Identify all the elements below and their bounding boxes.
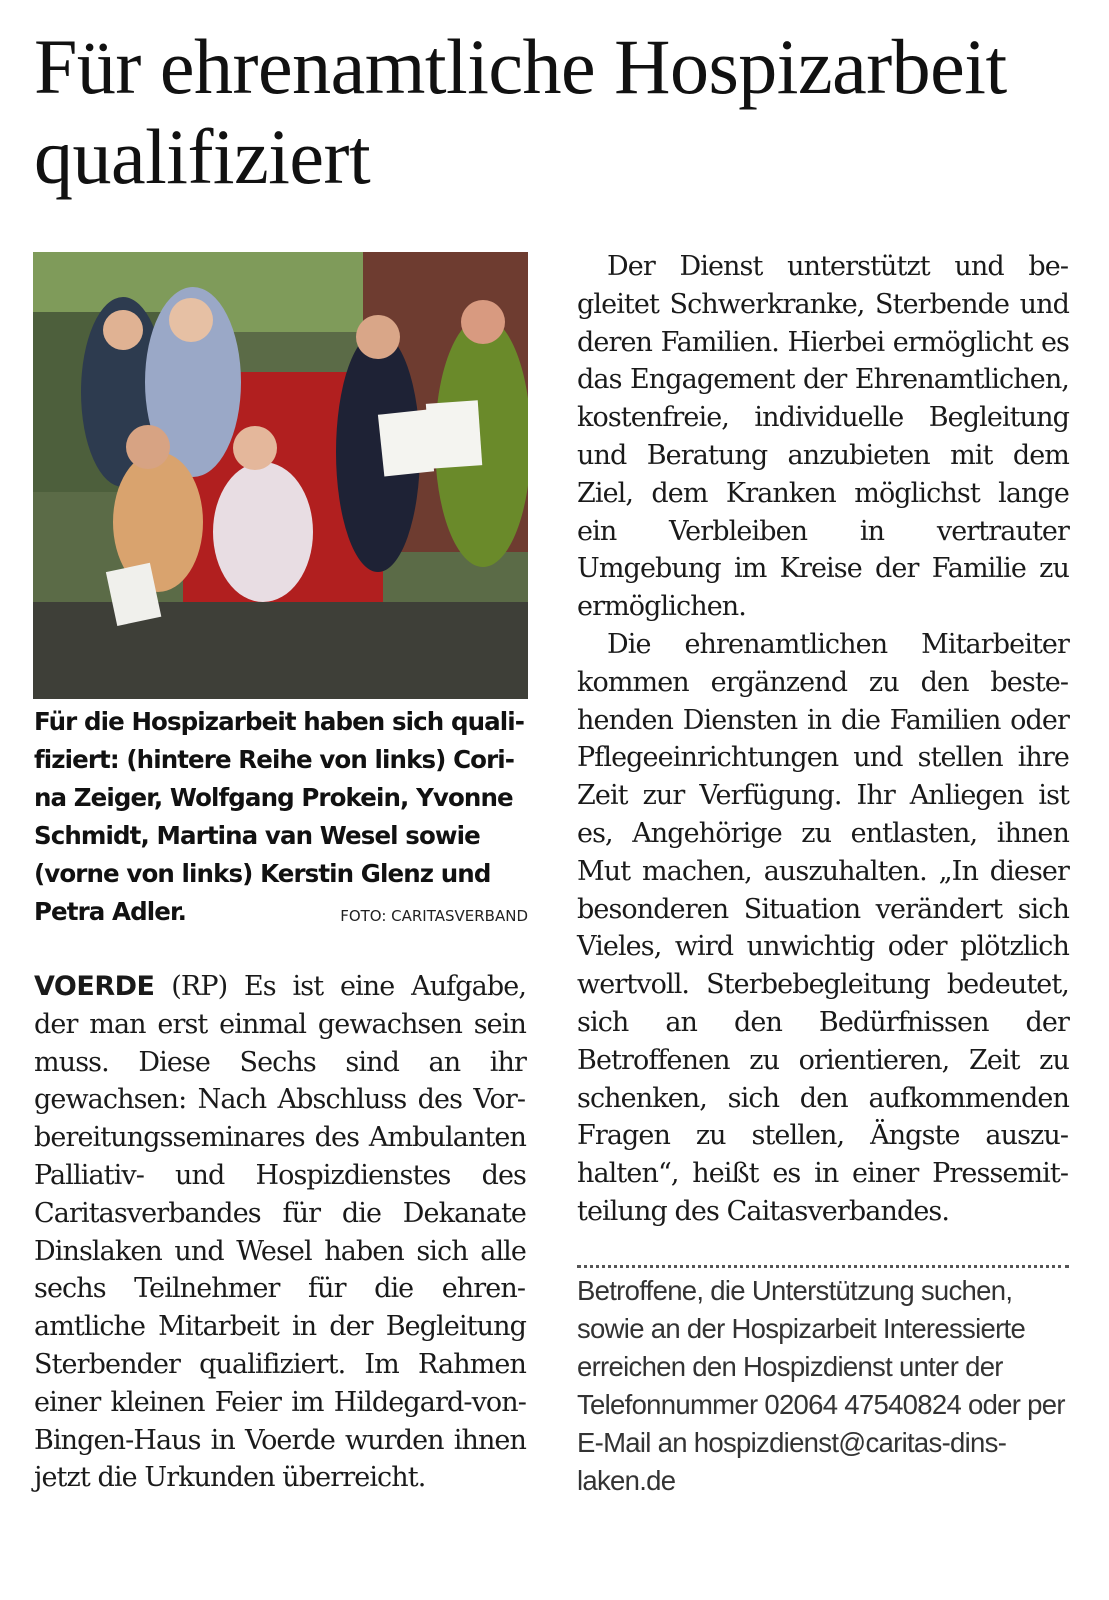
group-photo-illustration <box>33 252 528 699</box>
lead-paragraph <box>34 968 526 1497</box>
article-column-left <box>34 968 526 1497</box>
lead-text: Es ist eine Aufgabe, der man erst einmal gewachsen sein muss. Diese Sechs sind an ihr gewachsen: Nach Abschluss des Vorbereitungsseminares des Ambulanten Palliativ- und Hospizdienstes des Caritasverbandes für die Dekanate Dinslaken und Wesel haben sich alle sechs Teilnehmer für die ehrenamtliche Mitarbeit in der Begleitung Sterbender qualifiziert. Im Rahmen einer kleinen Feier im Hildegard-von-Bingen-Haus in Voerde wurden ihnen jetzt die Urkunden überreicht. <box>34 971 527 1494</box>
photo-credit: FOTO: CARITASVERBAND <box>340 907 528 925</box>
photo-caption-text: Für die Hospizarbeit haben sich qualifiziert: (hintere Reihe von links) Corina Zeiger, Wolfgang Prokein, Yvonne Schmidt, Martina van Wesel sowie (vorne von links) Kerstin Glenz und Petra Adler. <box>34 707 525 926</box>
article-column-right <box>577 248 1069 1231</box>
dateline: VOERDE <box>34 971 155 1002</box>
agency-tag: (RP) <box>171 971 228 1002</box>
body-paragraph-service: Der Dienst unterstützt und begleitet Schwerkranke, Sterbende und deren Familien. Hierbei ermöglicht es das Engagement der Ehrenamtlichen, kostenfreie, individuelle Begleitung und Beratung anzubieten mit dem Ziel, dem Kranken möglichst lange ein Verbleiben in vertrauter Umgebung im Kreise der Familie zu ermöglichen. <box>577 251 1069 623</box>
photo-caption <box>34 703 528 935</box>
article-headline: Für ehrenamtliche Hospizarbeit qualifiziert <box>34 23 1007 200</box>
contact-info-box: Betroffene, die Unterstützung suchen, sowie an der Hospizarbeit Interessierte erreichen den Hospizdienst unter der Telefonnummer 02064 47540824 oder per E-Mail an hospizdienst@caritas-dinslaken.de <box>577 1275 1065 1496</box>
body-paragraph-volunteers: Die ehrenamtlichen Mitarbeiter kommen ergänzend zu den bestehenden Diensten in die Familien oder Pflegeeinrichtungen und stellen ihre Zeit zur Verfügung. Ihr Anliegen ist es, Angehörige zu entlasten, ihnen Mut machen, auszuhalten. „In dieser besonderen Situation verändert sich Vieles, wird unwichtig oder plötzlich wertvoll. Sterbebegleitung bedeutet, sich an den Bedürfnissen der Betroffenen zu orientieren, Zeit zu schenken, sich den aufkommenden Fragen zu stellen, Ängste auszuhalten“, heißt es in einer Pressemitteilung des Caitasverbandes. <box>577 628 1069 1227</box>
group-photo <box>33 252 528 699</box>
info-box-divider <box>577 1265 1069 1268</box>
